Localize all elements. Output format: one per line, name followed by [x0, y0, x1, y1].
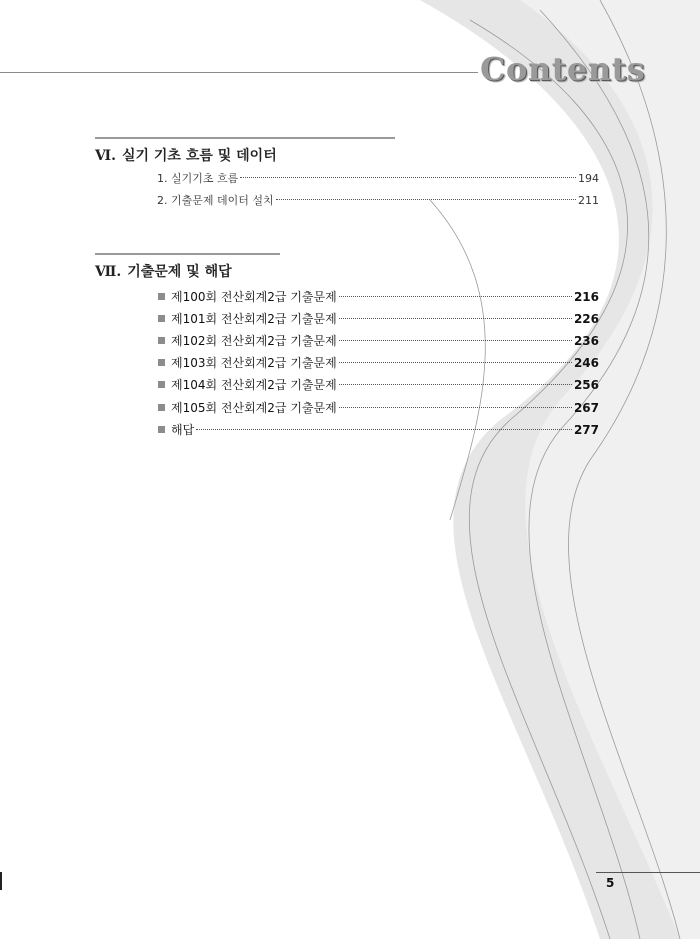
toc-entry-label — [158, 421, 194, 438]
toc-entry-page: 267 — [573, 401, 599, 415]
toc-entry-label: 2. 기출문제 데이터 설치 — [157, 194, 274, 207]
toc-entry-label — [158, 354, 337, 371]
section-rule — [95, 253, 280, 255]
square-bullet-icon — [158, 359, 165, 366]
section-title-text: 실기 기초 흐름 및 데이터 — [121, 148, 277, 164]
toc-entry[interactable] — [157, 170, 599, 186]
toc-entry-label: 1. 실기기초 흐름 — [157, 172, 239, 185]
leader-dots — [276, 199, 576, 200]
leader-dots — [339, 384, 572, 385]
section-number: Ⅶ. — [95, 264, 122, 280]
square-bullet-icon — [158, 381, 165, 388]
toc-entry[interactable] — [157, 192, 599, 208]
toc-entry[interactable] — [158, 310, 599, 327]
section-rule — [95, 137, 395, 139]
toc-entry-text: 제102회 전산회계2급 기출문제 — [171, 334, 337, 348]
header-rule — [0, 72, 478, 73]
toc-entry[interactable] — [158, 354, 599, 371]
toc-entry-text: 제100회 전산회계2급 기출문제 — [171, 290, 337, 304]
toc-entry-page: 246 — [573, 356, 599, 370]
crop-mark — [0, 872, 2, 890]
toc-entry-page: 211 — [578, 194, 599, 207]
square-bullet-icon — [158, 404, 165, 411]
toc-entry-label — [158, 288, 337, 305]
toc-entry-label — [158, 376, 337, 393]
square-bullet-icon — [158, 293, 165, 300]
toc-entry-label — [158, 399, 337, 416]
section-title — [95, 261, 280, 281]
toc-entry-page: 216 — [573, 290, 599, 304]
toc-entry-page: 236 — [573, 334, 599, 348]
square-bullet-icon — [158, 315, 165, 322]
leader-dots — [196, 429, 572, 430]
toc-entry[interactable] — [158, 421, 599, 438]
toc-entry-text: 해답 — [171, 423, 195, 437]
toc-entry-text: 제103회 전산회계2급 기출문제 — [171, 356, 337, 370]
toc-entry-page: 226 — [573, 312, 599, 326]
leader-dots — [339, 362, 572, 363]
toc-entry[interactable] — [158, 332, 599, 349]
toc-entry[interactable] — [158, 288, 599, 305]
contents-title: Contents — [480, 50, 646, 88]
toc-entry-text: 제105회 전산회계2급 기출문제 — [171, 401, 337, 415]
leader-dots — [339, 296, 572, 297]
section-title-text: 기출문제 및 해답 — [127, 264, 232, 280]
page-number: 5 — [606, 876, 615, 890]
toc-entry-text: 제104회 전산회계2급 기출문제 — [171, 378, 337, 392]
footer-rule — [596, 872, 700, 873]
leader-dots — [339, 340, 572, 341]
section-6-heading — [95, 137, 395, 165]
toc-entry-page: 277 — [573, 423, 599, 437]
toc-entry-label — [158, 310, 337, 327]
square-bullet-icon — [158, 426, 165, 433]
leader-dots — [339, 407, 572, 408]
section-number: Ⅵ. — [95, 148, 116, 164]
toc-entry-page: 194 — [578, 172, 599, 185]
toc-entry-page: 256 — [573, 378, 599, 392]
toc-entry[interactable] — [158, 376, 599, 393]
section-7-heading — [95, 253, 280, 281]
toc-entry-text: 제101회 전산회계2급 기출문제 — [171, 312, 337, 326]
leader-dots — [339, 318, 572, 319]
leader-dots — [240, 177, 576, 178]
toc-entry[interactable] — [158, 399, 599, 416]
toc-entry-label — [158, 332, 337, 349]
section-title — [95, 145, 395, 165]
square-bullet-icon — [158, 337, 165, 344]
